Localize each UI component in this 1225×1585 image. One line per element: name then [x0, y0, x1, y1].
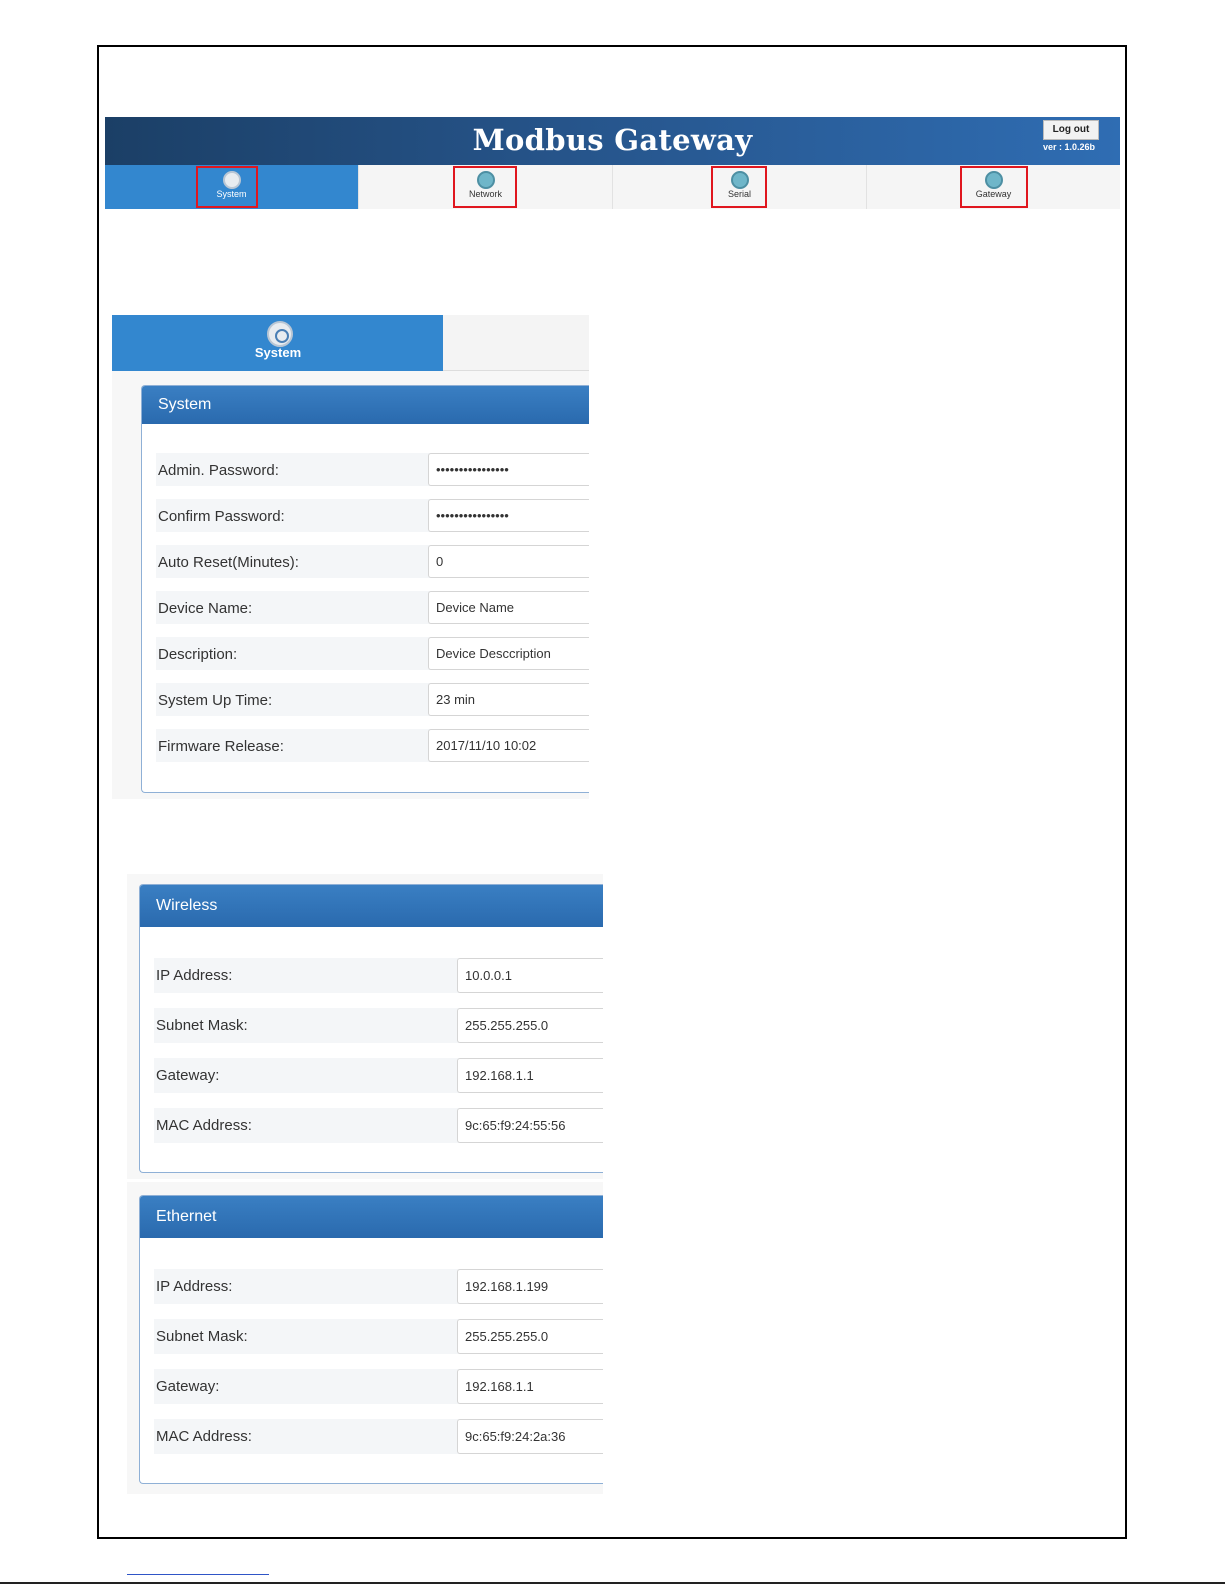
ethernet-panel — [139, 1195, 603, 1484]
tab-label: Serial — [727, 189, 751, 199]
confirm-password-input[interactable]: •••••••••••••••• — [428, 499, 589, 532]
wireless-gateway-field[interactable]: 192.168.1.1 — [457, 1058, 603, 1093]
tab-gateway[interactable] — [867, 165, 1120, 209]
form-row — [156, 729, 589, 762]
description-input[interactable]: Device Desccription — [428, 637, 589, 670]
field-label: MAC Address: — [156, 1117, 252, 1134]
gear-icon — [267, 321, 293, 347]
gateway-icon — [985, 171, 1003, 189]
form-row — [154, 1369, 603, 1404]
form-row — [154, 1108, 603, 1143]
field-label: Device Name: — [158, 600, 253, 617]
page-bottom-rule — [0, 1582, 1225, 1584]
tab-strip-remainder — [443, 315, 589, 371]
ethernet-mac-field: 9c:65:f9:24:2a:36 — [457, 1419, 603, 1454]
form-row — [154, 1008, 603, 1043]
network-icon — [477, 171, 495, 189]
panel-title: Ethernet — [140, 1196, 603, 1238]
field-label: Description: — [158, 646, 238, 663]
field-label: Subnet Mask: — [156, 1328, 248, 1345]
field-label: Auto Reset(Minutes): — [158, 554, 299, 571]
tab-serial[interactable] — [613, 165, 867, 209]
field-label: System Up Time: — [158, 692, 273, 709]
tab-network[interactable] — [359, 165, 613, 209]
logout-button[interactable]: Log out — [1043, 120, 1099, 140]
serial-icon — [731, 171, 749, 189]
version-label: ver : 1.0.26b — [1043, 142, 1096, 152]
nav-bar — [105, 165, 1120, 209]
panel-title: System — [142, 386, 589, 424]
field-label: Gateway: — [156, 1378, 220, 1395]
tab-label: System — [216, 189, 247, 199]
app-header — [105, 117, 1120, 165]
device-name-input[interactable]: Device Name — [428, 591, 589, 624]
wireless-panel — [139, 884, 603, 1173]
ethernet-subnet-field[interactable]: 255.255.255.0 — [457, 1319, 603, 1354]
wireless-mac-field: 9c:65:f9:24:55:56 — [457, 1108, 603, 1143]
form-row — [154, 958, 603, 993]
field-label: Subnet Mask: — [156, 1017, 248, 1034]
ethernet-gateway-field[interactable]: 192.168.1.1 — [457, 1369, 603, 1404]
tab-label: Gateway — [975, 189, 1012, 199]
form-row — [156, 637, 589, 670]
tab-label: Network — [468, 189, 502, 199]
wireless-ip-field[interactable]: 10.0.0.1 — [457, 958, 603, 993]
auto-reset-input[interactable]: 0 — [428, 545, 589, 578]
footer-link-underline — [127, 1574, 269, 1575]
tab-system[interactable] — [105, 165, 359, 209]
field-label: MAC Address: — [156, 1428, 252, 1445]
form-row — [156, 683, 589, 716]
gear-icon — [223, 171, 241, 189]
form-row — [156, 545, 589, 578]
field-label: Admin. Password: — [158, 462, 279, 479]
form-row — [156, 591, 589, 624]
field-label: Gateway: — [156, 1067, 220, 1084]
admin-password-input[interactable]: •••••••••••••••• — [428, 453, 589, 486]
firmware-release-field: 2017/11/10 10:02 — [428, 729, 589, 762]
system-tab-label: System — [254, 345, 302, 360]
panel-title: Wireless — [140, 885, 603, 927]
field-label: Confirm Password: — [158, 508, 285, 525]
wireless-subnet-field[interactable]: 255.255.255.0 — [457, 1008, 603, 1043]
form-row — [156, 453, 589, 486]
system-uptime-field: 23 min — [428, 683, 589, 716]
app-title: Modbus Gateway — [472, 123, 753, 157]
form-row — [154, 1058, 603, 1093]
form-row — [154, 1319, 603, 1354]
field-label: IP Address: — [156, 967, 233, 984]
field-label: IP Address: — [156, 1278, 233, 1295]
form-row — [154, 1419, 603, 1454]
form-row — [156, 499, 589, 532]
form-row — [154, 1269, 603, 1304]
ethernet-ip-field[interactable]: 192.168.1.199 — [457, 1269, 603, 1304]
system-panel — [141, 385, 589, 793]
field-label: Firmware Release: — [158, 738, 284, 755]
